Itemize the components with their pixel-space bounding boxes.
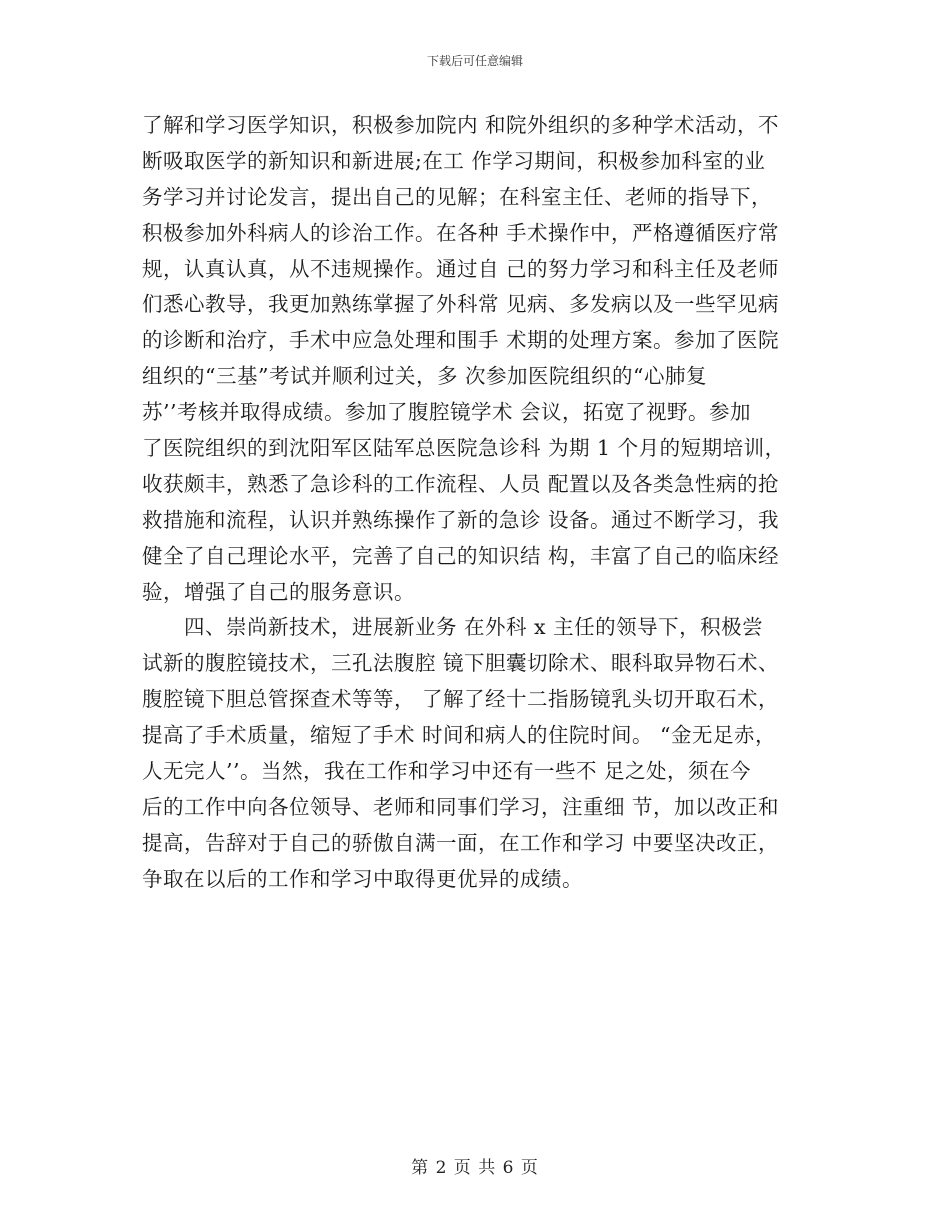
text-line: 苏’’考核并取得成绩。参加了腹腔镜学术 会议，拓宽了视野。参加	[142, 400, 752, 425]
page-number: 第 2 页 共 6 页	[411, 1158, 539, 1178]
text-line: 健全了自己理论水平，完善了自己的知识结 构，丰富了自己的临床经	[142, 543, 780, 568]
page-header: 下载后可任意编辑	[426, 54, 523, 68]
text-line: 试新的腹腔镜技术，三孔法腹腔 镜下胆囊切除术、眼科取异物石术、	[142, 651, 780, 676]
text-line: 救措施和流程，认识并熟练操作了新的急诊 设备。通过不断学习，我	[142, 507, 780, 532]
text-line: 积极参加外科病人的诊治工作。在各种 手术操作中，严格遵循医疗常	[142, 220, 780, 245]
text-line: 们悉心教导，我更加熟练掌握了外科常 见病、多发病以及一些罕见病	[142, 292, 780, 317]
text-line: 四、崇尚新技术，进展新业务 在外科 x 主任的领导下，积极尝	[142, 615, 764, 640]
text-line: 提高了手术质量，缩短了手术 时间和病人的住院时间。 “金无足赤，	[142, 723, 777, 748]
text-line: 腹腔镜下胆总管探查术等等， 了解了经十二指肠镜乳头切开取石术，	[142, 687, 780, 712]
text-line: 了解和学习医学知识，积极参加院内 和院外组织的多种学术活动，不	[142, 113, 780, 137]
text-line: 验，增强了自己的服务意识。	[142, 579, 415, 604]
body-text	[142, 108, 810, 898]
text-line: 断吸取医学的新知识和新进展;在工 作学习期间，积极参加科室的业	[142, 148, 766, 173]
text-line: 后的工作中向各位领导、老师和同事们学习，注重细 节，加以改正和	[142, 794, 780, 819]
text-line: 收获颇丰，熟悉了急诊科的工作流程、人员 配置以及各类急性病的抢	[142, 471, 780, 496]
text-line: 务学习并讨论发言，提出自己的见解；在科室主任、老师的指导下，	[142, 184, 772, 209]
text-line: 规，认真认真，从不违规操作。通过自 己的努力学习和科主任及老师	[142, 256, 780, 281]
text-line: 人无完人’’。当然，我在工作和学习中还有一些不 足之处，须在今	[142, 759, 752, 784]
text-line: 提高，告辞对于自己的骄傲自满一面，在工作和学习 中要坚决改正，	[142, 830, 780, 855]
text-line: 组织的“三基”考试并顺利过关，多 次参加医院组织的“心肺复	[142, 364, 707, 389]
text-line: 了医院组织的到沈阳军区陆军总医院急诊科 为期 1 个月的短期培训，	[142, 436, 786, 461]
text-line: 争取在以后的工作和学习中取得更优异的成绩。	[142, 866, 583, 891]
text-line: 的诊断和治疗，手术中应急处理和围手 术期的处理方案。参加了医院	[142, 328, 780, 353]
